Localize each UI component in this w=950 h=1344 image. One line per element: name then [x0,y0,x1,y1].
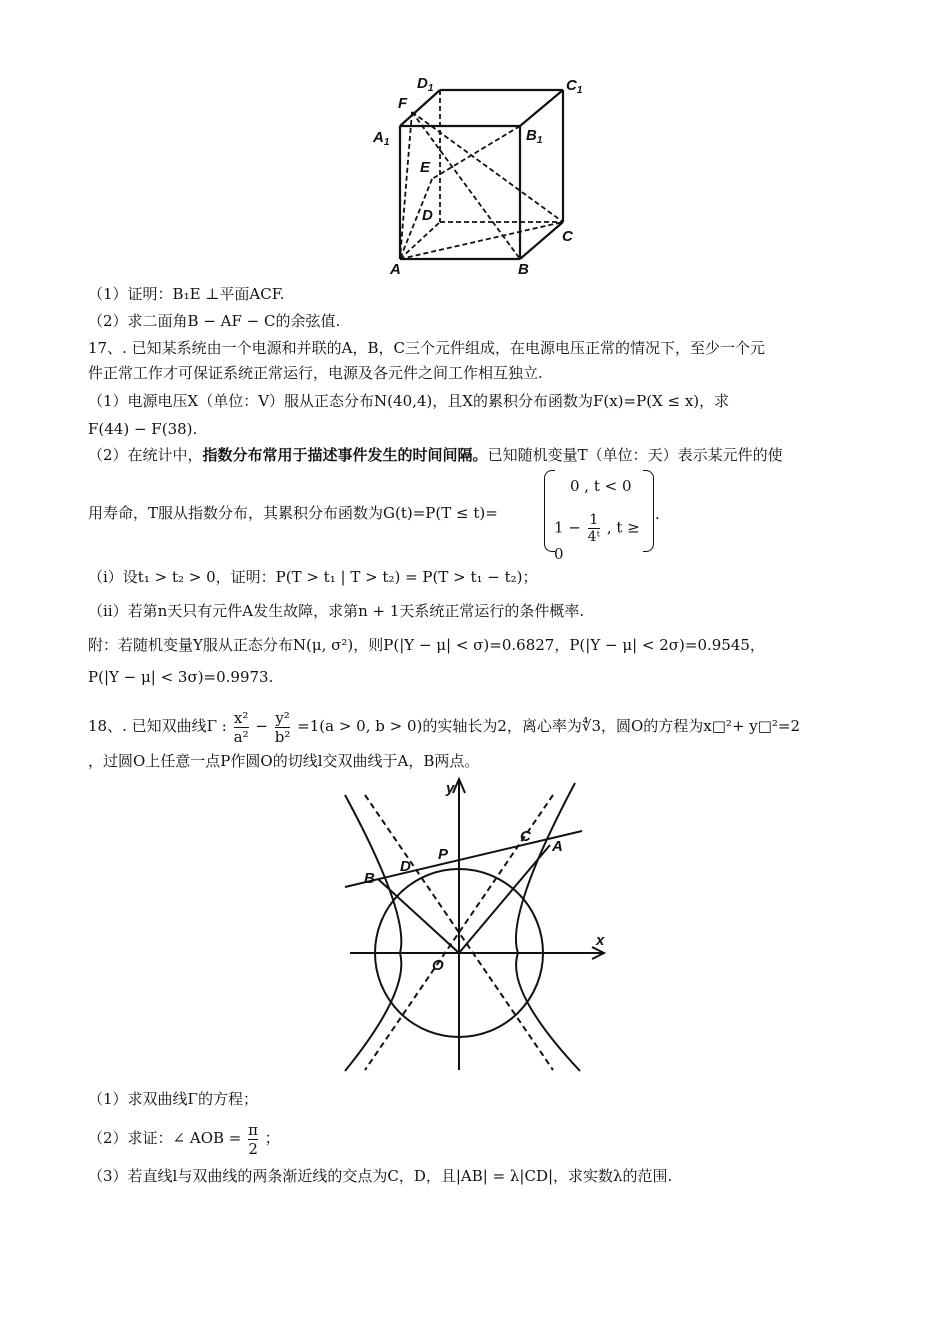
piecewise-function [544,470,654,563]
label-A: A [390,261,401,278]
label-B: B [518,261,529,278]
q17-part2-line1: （2）在统计中，指数分布常用于描述事件发生的时间间隔。已知随机变量T（单位：天）表示某元件的使 [88,446,783,464]
point-label-P: P [438,846,449,863]
point-label-C: C [520,828,531,845]
q17-intro-line2: 件正常工作才可保证系统正常运行，电源及各元件之间工作相互独立. [88,364,543,382]
hyperbola-figure [340,775,610,1075]
q17-part1-line1: （1）电源电压X（单位：V）服从正态分布N(40,4)，且X的累积分布函数为F(x)=P(X ≤ x)，求 [88,392,730,410]
label-E: E [420,159,431,176]
piece-case-1: 0 , t < 0 [570,477,632,495]
q16-part2: （2）求二面角B − AF − C的余弦值. [88,312,341,330]
q18-part3: （3）若直线l与双曲线的两条渐近线的交点为C，D，且|AB| = λ|CD|，求实数λ的范围. [88,1167,673,1185]
point-label-D: D [400,858,411,875]
q16-part1: （1）证明：B₁E ⊥平面ACF. [88,285,285,303]
label-D1: $D_1$ [417,75,434,94]
q17-intro-line1: 17、. 已知某系统由一个电源和并联的A，B，C三个元件组成，在电源电压正常的情况下，至少一个元 [88,339,765,357]
label-F: F [398,95,408,112]
label-D: D [422,207,433,224]
cube-figure [370,74,600,279]
q17-appendix-line2: P(|Y − μ| < 3σ)=0.9973. [88,668,274,686]
q17-sub-i: （ⅰ）设t₁ > t₂ > 0，证明：P(T > t₁ | T > t₂) = P(T > t₁ − t₂)； [88,568,538,586]
q18-intro-line1: 18、. 已知双曲线Γ : $\frac{\text{x²}}{\text{a²}}$ − $\frac{\text{y²}}{\text{b²}}$ =1(a > 0, b > 0)的实轴长为2，离心率为∜3，圆O的方程为x□²+ y□²=2 [88,708,801,746]
q18-part2: （2）求证：∠ AOB = $\frac{\pi}{2}$ ； [88,1120,280,1158]
piece-case-2: 1 − $\frac{1}{\text{4ᵗ}}$ , t ≥ 0 [554,512,640,563]
q18-intro-line2: ，过圆O上任意一点P作圆O的切线l交双曲线于A，B两点。 [88,752,480,770]
q17-part1-line2: F(44) − F(38). [88,420,198,438]
point-label-B: B [364,870,375,887]
q17-appendix-line1: 附：若随机变量Y服从正态分布N(μ, σ²)，则P(|Y − μ| < σ)=0.6827，P(|Y − μ| < 2σ)=0.9545， [88,636,765,654]
point-label-A: A [552,838,563,855]
label-B1: $B_1$ [526,127,543,146]
q17-bold-note: 指数分布常用于描述事件发生的时间间隔。 [202,446,488,464]
q17-part2-line2: 用寿命，T服从指数分布，其累积分布函数为G(t)=P(T ≤ t)= [88,504,498,522]
q18-part1: （1）求双曲线Γ的方程； [88,1090,258,1108]
axis-label-x: x [596,932,605,949]
q17-sub-ii: （ⅱ）若第n天只有元件A发生故障，求第n + 1天系统正常运行的条件概率. [88,602,585,620]
label-A1: $A_1$ [373,129,390,148]
point-label-O: O [432,957,444,974]
axis-label-y: y [446,780,455,797]
label-C1: $C_1$ [566,77,583,96]
label-C: C [562,228,573,245]
